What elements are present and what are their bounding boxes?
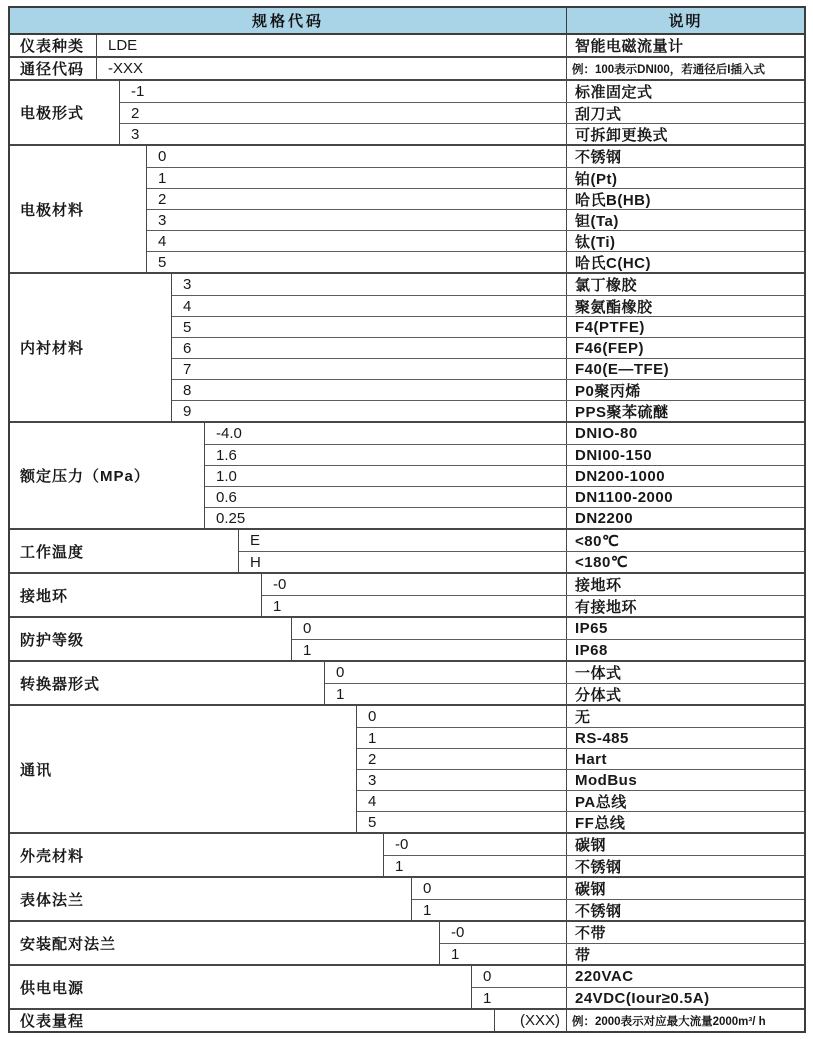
desc-cell: F46(FEP) [566,338,804,358]
group-label: 防护等级 [10,618,292,660]
table-row [172,379,804,400]
desc-cell: 例：2000表示对应最大流量2000m³/ h [566,1010,804,1031]
spec-group [10,920,804,964]
desc-cell: 智能电磁流量计 [566,35,804,56]
table-row [262,595,804,616]
group-label: 电极材料 [10,146,147,272]
desc-cell: RS-485 [566,728,804,748]
desc-cell: 氯丁橡胶 [566,274,804,295]
desc-cell: 不锈钢 [566,146,804,167]
group-label: 供电电源 [10,966,472,1008]
group-rows [384,834,804,876]
code-cell: 0.25 [216,509,246,527]
desc-cell: Hart [566,749,804,769]
desc-cell: 24VDC(Iour≥0.5A) [566,988,804,1008]
code-cell: 3 [183,276,192,293]
code-cell: 5 [183,318,192,336]
table-row [147,209,804,230]
code-cell: 1 [368,729,377,747]
spec-group [10,79,804,144]
group-label: 通讯 [10,706,357,832]
code-cell: 7 [183,360,192,378]
table-row [147,230,804,251]
code-cell: 1 [303,641,312,659]
group-label: 内衬材料 [10,274,172,421]
desc-cell: FF总线 [566,812,804,832]
desc-cell: <180℃ [566,552,804,572]
code-cell: 1 [273,597,282,615]
group-rows [205,423,804,528]
desc-cell: 一体式 [566,662,804,683]
group-rows [325,662,804,704]
desc-cell: DN1100-2000 [566,487,804,507]
header-spec-code: 规格代码 [251,13,324,30]
table-row [384,855,804,876]
code-cell: 1 [451,945,460,963]
spec-group [10,660,804,704]
desc-cell: DNIO-80 [566,423,804,444]
spec-group [10,272,804,421]
desc-cell: 刮刀式 [566,103,804,123]
desc-cell: DNI00-150 [566,445,804,465]
group-label: 仪表量程 [10,1010,495,1031]
table-row [120,123,804,144]
spec-group [10,572,804,616]
desc-cell: 可拆卸更换式 [566,124,804,144]
code-cell: 1 [423,901,432,919]
table-row [172,316,804,337]
desc-cell: 不锈钢 [566,856,804,876]
spec-group [10,144,804,272]
desc-cell: 有接地环 [566,596,804,616]
group-label: 额定压力（MPa） [10,423,205,528]
table-row [412,899,804,920]
code-cell: 0 [158,148,167,165]
table-row [147,188,804,209]
table-row [357,811,804,832]
code-cell: E [250,532,261,549]
desc-cell: 例：100表示DNI00，若通径后I插入式 [566,58,804,79]
desc-cell: DN200-1000 [566,466,804,486]
desc-cell: PPS聚苯硫醚 [566,401,804,421]
group-rows [172,274,804,421]
desc-cell: 不锈钢 [566,900,804,920]
desc-cell: 钛(Ti) [566,231,804,251]
group-rows [239,530,804,572]
group-label: 通径代码 [10,58,97,79]
code-cell: 2 [158,190,167,208]
spec-group [10,35,804,56]
desc-cell: 哈氏C(HC) [566,252,804,272]
table-row [120,81,804,102]
table-row [495,1010,804,1031]
table-row [172,295,804,316]
table-row [440,922,804,943]
desc-cell: 标准固定式 [566,81,804,102]
table-row [357,706,804,727]
table-row [172,358,804,379]
spec-group [10,964,804,1008]
group-rows [472,966,804,1008]
code-cell: 2 [368,750,377,768]
table-row [205,444,804,465]
table-row [472,987,804,1008]
code-cell: 3 [131,125,140,143]
table-row [147,251,804,272]
desc-cell: 带 [566,944,804,964]
code-cell: -0 [273,576,287,593]
table-row [172,274,804,295]
table-row [357,790,804,811]
code-cell: 4 [158,232,167,250]
group-label: 表体法兰 [10,878,412,920]
table-row [239,530,804,551]
desc-cell: 220VAC [566,966,804,987]
table-row [325,683,804,704]
code-cell: 0 [303,620,312,637]
spec-group [10,56,804,79]
table-row [292,639,804,660]
group-label: 转换器形式 [10,662,325,704]
code-cell: -0 [395,836,409,853]
code-cell: LDE [108,37,138,54]
code-cell: 1.0 [216,467,237,485]
table-row [97,35,804,56]
table-row [262,574,804,595]
group-label: 电极形式 [10,81,120,144]
desc-cell: 哈氏B(HB) [566,189,804,209]
code-cell: H [250,553,261,571]
desc-cell: F40(E—TFE) [566,359,804,379]
group-rows [147,146,804,272]
desc-cell: IP65 [566,618,804,639]
group-rows [292,618,804,660]
code-cell: 1.6 [216,446,237,464]
code-cell: 0.6 [216,488,237,506]
table-row [205,465,804,486]
group-rows [357,706,804,832]
table-row [97,58,804,79]
code-cell: 4 [183,297,192,315]
code-cell: 5 [368,813,377,831]
spec-group [10,616,804,660]
code-cell: 3 [158,211,167,229]
group-label: 仪表种类 [10,35,97,56]
desc-cell: P0聚丙烯 [566,380,804,400]
code-cell: -0 [451,924,465,941]
table-row [440,943,804,964]
code-cell: 4 [368,792,377,810]
desc-cell: <80℃ [566,530,804,551]
code-cell: 1 [336,685,345,703]
table-row [147,167,804,188]
table-row [357,769,804,790]
code-cell: 5 [158,253,167,271]
table-row [172,400,804,421]
spec-group [10,421,804,528]
code-cell: (XXX) [519,1012,560,1029]
desc-cell: 分体式 [566,684,804,704]
group-label: 外壳材料 [10,834,384,876]
group-rows [495,1010,804,1031]
group-rows [120,81,804,144]
table-row [384,834,804,855]
spec-group [10,704,804,832]
desc-cell: F4(PTFE) [566,317,804,337]
header-description: 说明 [566,8,804,33]
table-row [147,146,804,167]
code-cell: 0 [423,880,432,897]
code-cell: 0 [368,708,377,725]
table-row [357,727,804,748]
group-label: 安装配对法兰 [10,922,440,964]
group-rows [262,574,804,616]
code-cell: 9 [183,402,192,420]
table-row [205,486,804,507]
code-cell: -XXX [108,60,144,77]
desc-cell: ModBus [566,770,804,790]
table-row [239,551,804,572]
group-label: 接地环 [10,574,262,616]
spec-group [10,876,804,920]
code-cell: 8 [183,381,192,399]
desc-cell: 钽(Ta) [566,210,804,230]
code-cell: 6 [183,339,192,357]
table-row [172,337,804,358]
code-cell: 1 [483,989,492,1007]
spec-group [10,832,804,876]
code-cell: 2 [131,104,140,122]
desc-cell: 碳钢 [566,834,804,855]
desc-cell: IP68 [566,640,804,660]
table-row [205,423,804,444]
code-cell: 3 [368,771,377,789]
code-cell: -4.0 [216,425,242,442]
desc-cell: 不带 [566,922,804,943]
table-row [412,878,804,899]
desc-cell: 聚氨酯橡胶 [566,296,804,316]
spec-group [10,528,804,572]
table-header-row [10,8,804,35]
table-body [10,35,804,1031]
group-rows [412,878,804,920]
desc-cell: DN2200 [566,508,804,528]
code-cell: 1 [158,169,167,187]
code-cell: -1 [131,83,145,100]
table-row [325,662,804,683]
group-rows [97,58,804,79]
spec-code-table [8,6,806,1033]
code-cell: 1 [395,857,404,875]
table-row [120,102,804,123]
code-cell: 0 [483,968,492,985]
desc-cell: PA总线 [566,791,804,811]
group-label: 工作温度 [10,530,239,572]
desc-cell: 无 [566,706,804,727]
desc-cell: 接地环 [566,574,804,595]
group-rows [97,35,804,56]
table-row [205,507,804,528]
table-row [357,748,804,769]
desc-cell: 铂(Pt) [566,168,804,188]
table-row [292,618,804,639]
group-rows [440,922,804,964]
spec-group [10,1008,804,1031]
table-row [472,966,804,987]
code-cell: 0 [336,664,345,681]
desc-cell: 碳钢 [566,878,804,899]
